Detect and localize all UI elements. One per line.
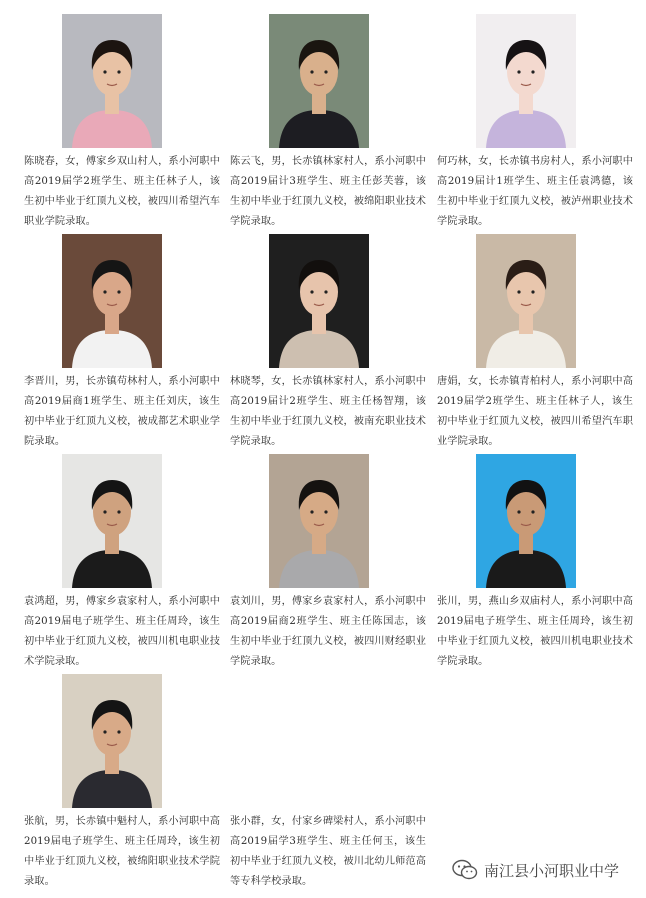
student-photo [62,454,162,588]
student-photo [62,14,162,148]
student-photo [476,454,576,588]
student-photo [269,14,369,148]
student-caption: 陈晓春，女，傅家乡双山村人，系小河职中高2019届学2班学生、班主任林子人，该生初中毕业于红顶九义校，被四川希望汽车职业学院录取。 [24,156,220,227]
student-photo [269,234,369,368]
student-caption: 唐娟，女，长赤镇青柏村人，系小河职中高2019届学2班学生、班主任林子人，该生初中毕业于红顶九义校，被四川希望汽车职业学院录取。 [437,376,633,447]
student-caption: 袁刘川，男，傅家乡袁家村人，系小河职中高2019届商2班学生、班主任陈国志，该生初中毕业于红顶九义校，被四川财经职业学院录取。 [230,596,426,667]
student-caption: 陈云飞，男，长赤镇林家村人，系小河职中高2019届计3班学生、班主任彭芙蓉，该生初中毕业于红顶九义校，被绵阳职业技术学院录取。 [230,156,426,227]
student-caption: 何巧林，女，长赤镇书房村人，系小河职中高2019届计1班学生、班主任袁鸿德，该生初中毕业于红顶九义校，被泸州职业技术学院录取。 [437,156,633,227]
student-photo [62,674,162,808]
student-photo [62,234,162,368]
student-caption: 张小群，女，付家乡碑梁村人，系小河职中高2019届学3班学生、班主任何玉，该生初中毕业于红顶九义校，被川北幼儿师范高等专科学校录取。 [230,816,426,887]
wechat-icon [452,859,478,881]
student-caption: 袁鸿超，男，傅家乡袁家村人，系小河职中高2019届电子班学生、班主任周玲，该生初中毕业于红顶九义校，被四川机电职业技术学院录取。 [24,596,220,667]
student-photo [476,14,576,148]
watermark-text: 南江县小河职业中学 [484,861,620,880]
student-caption: 张川，男，燕山乡双庙村人，系小河职中高2019届电子班学生、班主任周玲，该生初中毕业于红顶九义校，被四川机电职业技术学院录取。 [437,596,633,667]
student-caption: 李晋川，男，长赤镇苟林村人，系小河职中高2019届商1班学生、班主任刘庆，该生初中毕业于红顶九义校，被成都艺术职业学院录取。 [24,376,220,447]
student-caption: 林晓琴，女，长赤镇林家村人，系小河职中高2019届计2班学生、班主任杨智翔，该生初中毕业于红顶九义校，被南充职业技术学院录取。 [230,376,426,447]
student-photo [476,234,576,368]
student-caption: 张航，男，长赤镇中魁村人，系小河职中高2019届电子班学生、班主任周玲，该生初中毕业于红顶九义校，被绵阳职业技术学院录取。 [24,816,220,887]
student-photo [269,454,369,588]
watermark [452,856,619,884]
